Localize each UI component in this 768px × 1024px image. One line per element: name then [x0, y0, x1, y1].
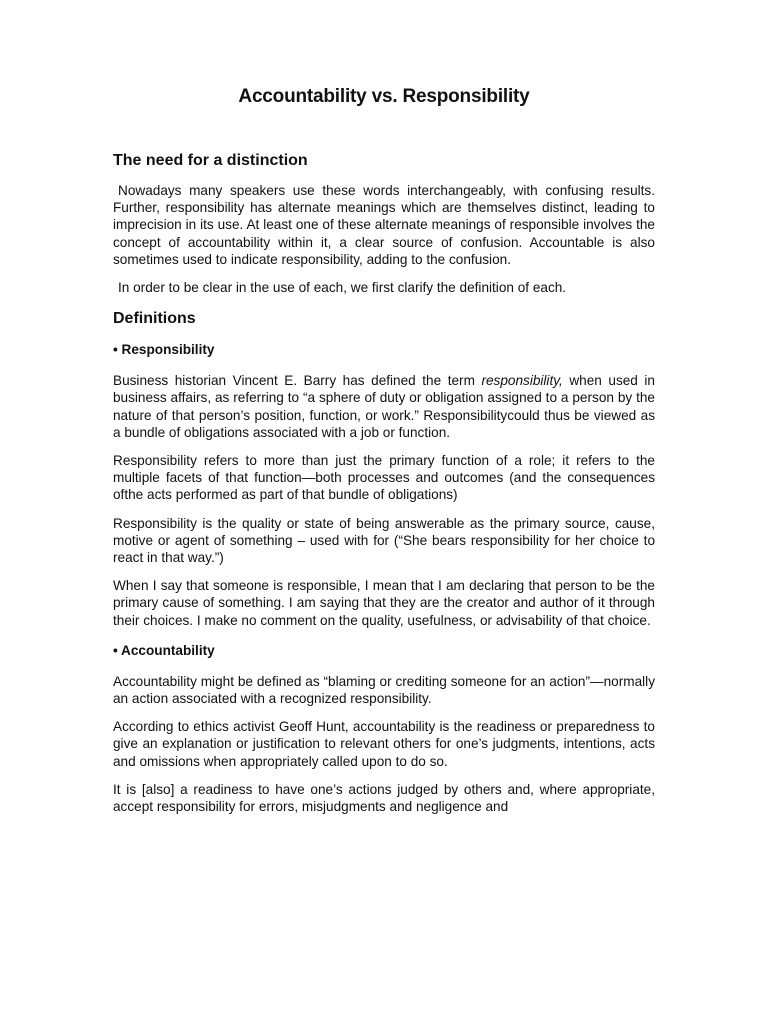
paragraph-responsibility-1: [113, 372, 655, 441]
paragraph-responsibility-2: Responsibility refers to more than just the primary function of a role; it refers to the multiple facets of that function—both processes and outcomes (and the consequences ofthe acts performed as part of that bundle of obligations): [113, 453, 655, 503]
paragraph-responsibility-1-before: Business historian Vincent E. Barry has defined the term: [113, 373, 482, 389]
paragraph-responsibility-3: Responsibility is the quality or state of being answerable as the primary source, cause, motive or agent of something – used with for (“She bears responsibility for her choice to react in that way.”): [113, 515, 655, 566]
paragraph-need-2: In order to be clear in the use of each, we first clarify the definition of each.: [118, 280, 567, 296]
section-heading-definitions: Definitions: [113, 310, 196, 328]
document-title: Accountability vs. Responsibility: [238, 86, 530, 107]
document-page: [113, 86, 655, 826]
subheading-responsibility: • Responsibility: [113, 342, 215, 358]
paragraph-accountability-3: It is [also] a readiness to have one’s actions judged by others and, where appropriate, accept responsibility for errors, misjudgments and negligence and: [113, 781, 655, 815]
section-heading-need: The need for a distinction: [113, 152, 308, 169]
subheading-accountability: • Accountability: [113, 642, 215, 658]
term-responsibility: responsibility,: [481, 373, 563, 389]
paragraph-accountability-1: Accountability might be defined as “blaming or crediting someone for an action”—normally an action associated with a recognized responsibility.: [113, 673, 655, 707]
paragraph-accountability-2: According to ethics activist Geoff Hunt, accountability is the readiness or preparedness to give an explanation or justification to relevant others for one’s judgments, intentions, acts and omissions when appropriately called upon to do so.: [113, 719, 655, 769]
paragraph-responsibility-1-after: when used in business affairs, as referring to “a sphere of duty or obligation assigned to a person by the nature of that person’s position, function, or work.” Responsibilitycould thus be viewed as a bundle of obligations associated with a job or function.: [113, 373, 655, 440]
paragraph-responsibility-4: When I say that someone is responsible, I mean that I am declaring that person to be the primary cause of something. I am saying that they are the creator and author of it through their choices. I make no comment on the quality, usefulness, or advisability of that choice.: [113, 578, 655, 628]
paragraph-need-1: Nowadays many speakers use these words interchangeably, with confusing results. Further, responsibility has alternate meanings which are themselves distinct, leading to imprecision in its use. At least one of these alternate meanings of responsible involves the concept of accountability within it, a clear source of confusion. Accountable is also sometimes used to indicate responsibility, adding to the confusion.: [113, 183, 655, 267]
